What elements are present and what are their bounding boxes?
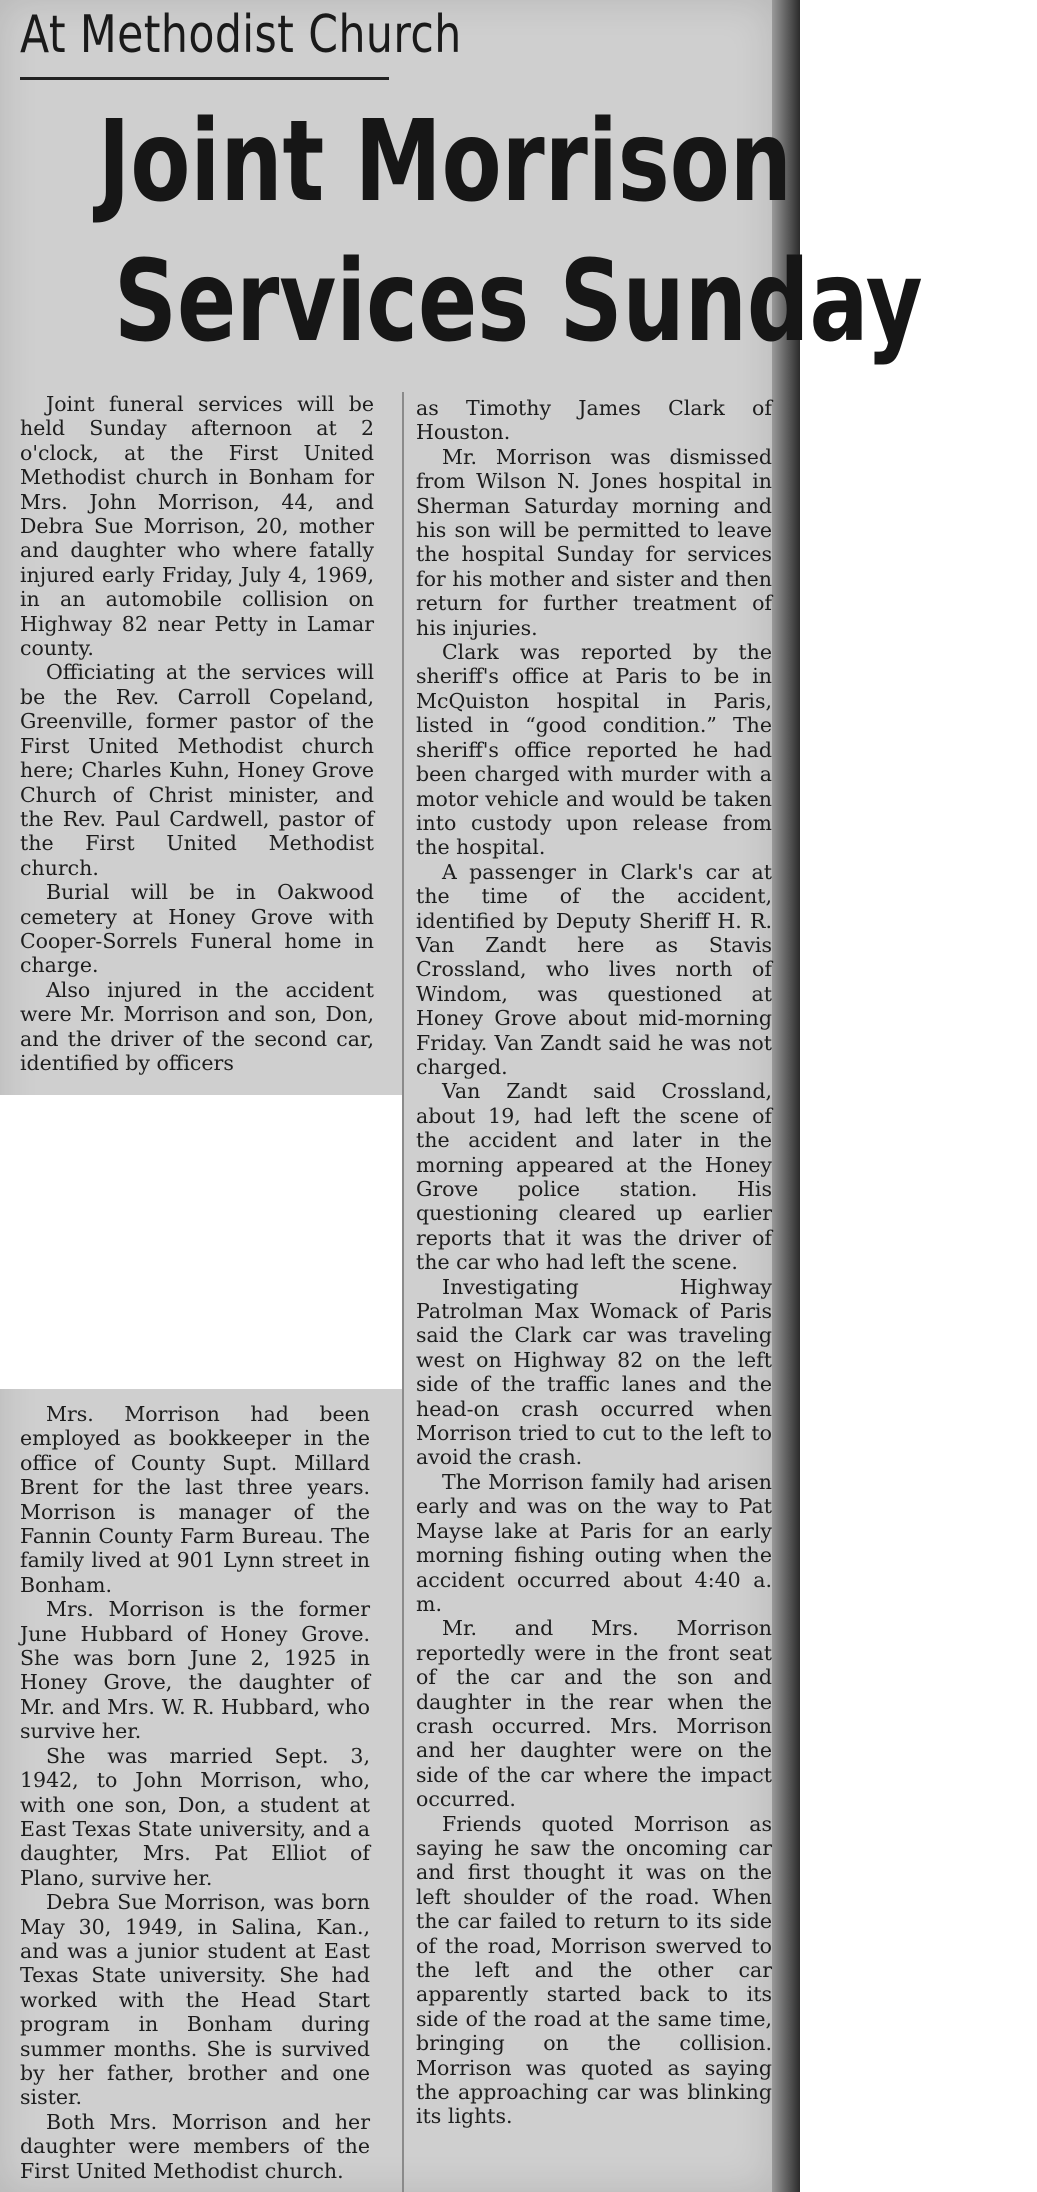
paragraph: Debra Sue Morrison, was born May 30, 1949, in Salina, Kan., and was a junior student at East Texas State university. She had worked with the Head Start program in Bonham during summer months. She is survived by her father, brother and one sister. <box>20 1890 370 2110</box>
headline-line-2-text: Services Sunday <box>114 237 923 367</box>
blank-photo-area <box>0 1095 402 1389</box>
paragraph: Officiating at the services will be the Rev. Carroll Copeland, Greenville, former pastor of the First United Methodist church here; Charles Kuhn, Honey Grove Church of Christ minister, and the Rev. Paul Cardwell, pastor of the First United Methodist church. <box>20 660 374 880</box>
paragraph: Also injured in the accident were Mr. Morrison and son, Don, and the driver of the second car, identified by officers <box>20 977 374 1075</box>
paragraph: She was married Sept. 3, 1942, to John Morrison, who, with one son, Don, a student at East Texas State university, and a daughter, Mrs. Pat Elliot of Plano, survive her. <box>20 1743 370 1890</box>
column-divider <box>402 392 404 2192</box>
paragraph: Both Mrs. Morrison and her daughter were members of the First United Methodist church. <box>20 2109 370 2183</box>
paragraph: A passenger in Clark's car at the time of the accident, identified by Deputy Sheriff H. R. Van Zandt here as Stavis Crossland, who lives north of Windom, was questioned at Honey Grove about mid-morning Friday. Van Zandt said he was not charged. <box>416 859 772 1079</box>
paragraph: Investigating Highway Patrolman Max Womack of Paris said the Clark car was traveling west on Highway 82 on the left side of the traffic lanes and the head-on crash occurred when Morrison tried to cut to the left to avoid the crash. <box>416 1274 772 1470</box>
paragraph: Mrs. Morrison is the former June Hubbard of Honey Grove. She was born June 2, 1925 in Honey Grove, the daughter of Mr. and Mrs. W. R. Hubbard, who survive her. <box>20 1597 370 1744</box>
paragraph: Van Zandt said Crossland, about 19, had left the scene of the accident and later in the morning appeared at the Honey Grove police station. His questioning cleared up earlier reports that it was the driver of the car who had left the scene. <box>416 1079 772 1275</box>
kicker-heading: At Methodist Church <box>20 4 389 80</box>
paragraph: Mr. Morrison was dismissed from Wilson N. Jones hospital in Sherman Saturday morning and his son will be permitted to leave the hospital Sunday for services for his mother and sister and then return for further treatment of his injuries. <box>416 444 772 640</box>
paragraph: The Morrison family had arisen early and was on the way to Pat Mayse lake at Paris for an early morning fishing outing when the accident occurred about 4:40 a. m. <box>416 1469 772 1616</box>
headline-line-1 <box>0 92 792 232</box>
paragraph: Mrs. Morrison had been employed as bookkeeper in the office of County Supt. Millard Brent for the last three years. Morrison is manager of the Fannin County Farm Bureau. The family lived at 901 Lynn street in Bonham. <box>20 1402 370 1597</box>
column-1-top <box>20 392 374 1075</box>
headline-line-1-text: Joint Morrison <box>97 97 792 227</box>
paragraph: Burial will be in Oakwood cemetery at Honey Grove with Cooper-Sorrels Funeral home in charge. <box>20 880 374 978</box>
paragraph: Mr. and Mrs. Morrison reportedly were in the front seat of the car and the son and daughter in the rear when the crash occurred. Mrs. Morrison and her daughter were on the side of the car where the impact occurred. <box>416 1616 772 1812</box>
paragraph: Clark was reported by the sheriff's office at Paris to be in McQuiston hospital in Paris, listed in “good condition.” The sheriff's office reported he had been charged with murder with a motor vehicle and would be taken into custody upon release from the hospital. <box>416 640 772 860</box>
paragraph: Joint funeral services will be held Sunday afternoon at 2 o'clock, at the First United Methodist church in Bonham for Mrs. John Morrison, 44, and Debra Sue Morrison, 20, mother and daughter who where fatally injured early Friday, July 4, 1969, in an automobile collision on Highway 82 near Petty in Lamar county. <box>20 392 374 661</box>
paragraph: as Timothy James Clark of Houston. <box>416 396 772 445</box>
column-2 <box>416 396 772 2129</box>
paragraph: Friends quoted Morrison as saying he saw the oncoming car and first thought it was on the left shoulder of the road. When the car failed to return to its side of the road, Morrison swerved to the left and the other car apparently started back to its side of the road at the same time, bringing on the collision. Morrison was quoted as saying the approaching car was blinking its lights. <box>416 1811 772 2129</box>
headline-line-2 <box>0 232 923 372</box>
column-1-bottom <box>20 1402 370 2183</box>
